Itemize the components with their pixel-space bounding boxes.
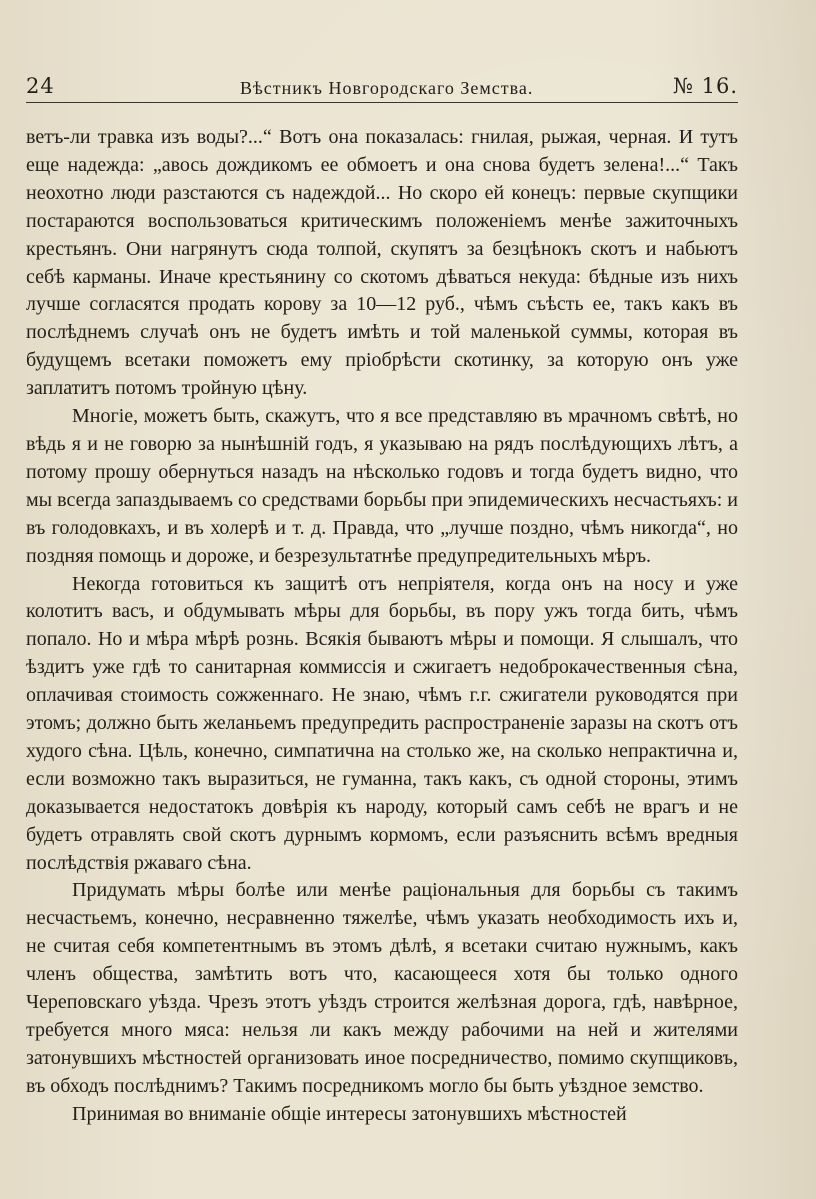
article-body [26,124,738,1129]
header-rule [26,102,738,103]
paragraph-1: ветъ-ли травка изъ воды?...“ Вотъ она показалась: гнилая, рыжая, черная. И тутъ еще надежда: „авось дождикомъ ее обмоетъ и она снова будетъ зелена!...“ Такъ неохотно люди разстаются съ надеждой... Но скоро ей конецъ: первые скупщики постараются воспользоваться критическимъ положенiемъ менѣе зажиточныхъ крестьянъ. Они нагрянутъ сюда толпой, скупятъ за безцѣнокъ скотъ и набьютъ себѣ карманы. Иначе крестьянину со скотомъ дѣваться некуда: бѣдные изъ нихъ лучше согласятся продать корову за 10—12 руб., чѣмъ съѣсть ее, такъ какъ въ послѣднемъ случаѣ онъ не будетъ имѣть и той маленькой суммы, которая въ будущемъ всетаки поможетъ ему прiобрѣсти скотинку, за которую онъ уже заплатитъ потомъ тройную цѣну. [26,126,738,400]
paragraph-4: Придумать мѣры болѣе или менѣе рацiональныя для борьбы съ такимъ несчастьемъ, конечно, несравненно тяжелѣе, чѣмъ указать необходимость ихъ и, не считая себя компетентнымъ въ этомъ дѣлѣ, я всетаки считаю нужнымъ, какъ членъ общества, замѣтить вотъ что, касающееся хотя бы только одного Череповскаго уѣзда. Чрезъ этотъ уѣздъ строится желѣзная дорога, гдѣ, навѣрное, требуется много мяса: нельзя ли какъ между рабочими на ней и жителями затонувшихъ мѣстностей организовать иное посредничество, помимо скупщиковъ, въ обходъ послѣднимъ? Такимъ посредникомъ могло бы быть уѣздное земство. [26,879,738,1097]
journal-title: Вѣстникъ Новгородскаго Земства. [240,78,534,98]
paragraph-3: Некогда готовиться къ защитѣ отъ непрiятеля, когда онъ на носу и уже колотитъ васъ, и обдумывать мѣры для борьбы, въ пору ужъ тогда бить, чѣмъ попало. Но и мѣра мѣрѣ рознь. Всякiя бываютъ мѣры и помощи. Я слышалъ, что ѣздитъ уже гдѣ то санитарная коммиссiя и сжигаетъ недоброкачественныя сѣна, оплачивая стоимость сожженнаго. Не знаю, чѣмъ г.г. сжигатели руководятся при этомъ; должно быть желаньемъ предупредить распространенiе заразы на скотъ отъ худого сѣна. Цѣль, конечно, симпатична на столько же, на сколько непрактична и, если возможно такъ выразиться, не гуманна, такъ какъ, съ одной стороны, этимъ доказывается недостатокъ довѣрiя къ народу, который самъ себѣ не врагъ и не будетъ отравлять свой скотъ дурнымъ кормомъ, если разъяснить всѣмъ вредныя послѣдствiя ржаваго сѣна. [26,572,738,874]
paragraph-2: Многiе, можетъ быть, скажутъ, что я все представляю въ мрачномъ свѣтѣ, но вѣдь я и не говорю за нынѣшнiй годъ, я указываю на рядъ послѣдующихъ лѣтъ, а потому прошу обернуться назадъ на нѣсколько годовъ и тогда будетъ видно, что мы всегда запаздываемъ со средствами борьбы при эпидемическихъ несчастьяхъ: и въ голодовкахъ, и въ холерѣ и т. д. Правда, что „лучше поздно, чѣмъ никогда“, но поздняя помощь и дороже, и безрезультатнѣе предупредительныхъ мѣръ. [26,405,738,567]
page-number: 24 [26,74,55,98]
page-header [26,74,738,102]
paragraph-5: Принимая во вниманiе общiе интересы затонувшихъ мѣстностей [72,1102,627,1125]
issue-number: № 16. [673,74,738,98]
